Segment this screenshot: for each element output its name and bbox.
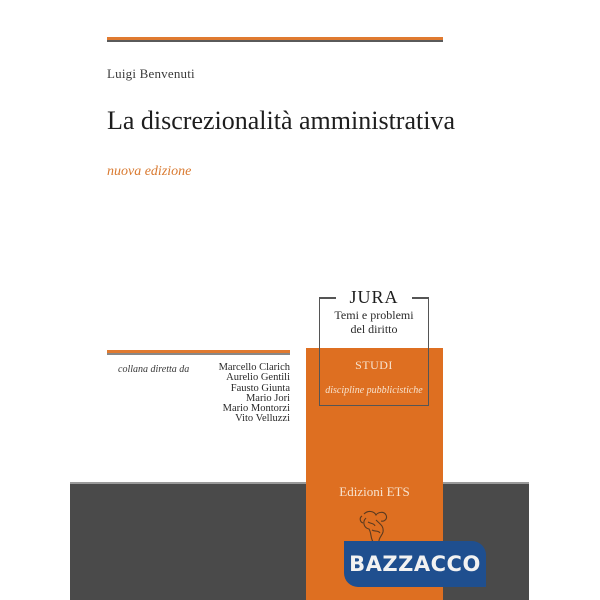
series-section: STUDI (355, 358, 393, 372)
editor-name: Fausto Giunta (230, 382, 290, 394)
editor-name: Aurelio Gentili (226, 372, 290, 384)
editors-list (200, 363, 290, 425)
series-subtitle-line1: Temi e problemi (334, 308, 414, 322)
mid-rule-grey (107, 353, 290, 355)
editor-name: Marcello Clarich (218, 362, 290, 373)
series-box-top-right (412, 297, 429, 299)
publisher-name: Edizioni ETS (339, 484, 410, 499)
book-title: La discrezionalità amministrativa (107, 106, 455, 135)
collana-label: collana diretta da (118, 364, 190, 375)
author-name: Luigi Benvenuti (107, 66, 195, 81)
series-box-top-left (319, 297, 336, 299)
badge-text: BAZZACCO (349, 552, 481, 576)
series-discipline: discipline pubblicistiche (325, 385, 423, 396)
series-subtitle-line2: del diritto (350, 322, 398, 336)
editor-name: Vito Velluzzi (235, 413, 290, 425)
series-subtitle (319, 308, 429, 336)
bazzacco-badge (344, 541, 486, 587)
series-name: JURA (349, 287, 399, 307)
top-rule-grey (107, 40, 443, 42)
editor-name: Mario Montorzi (222, 403, 290, 415)
editor-name: Mario Jori (245, 392, 290, 404)
edition-label: nuova edizione (107, 164, 192, 179)
